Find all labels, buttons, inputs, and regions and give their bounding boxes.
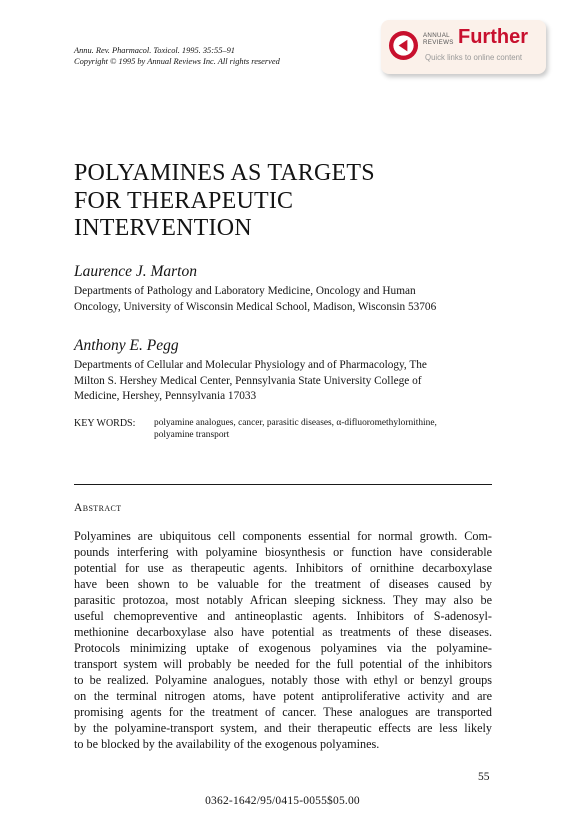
journal-copyright: Copyright © 1995 by Annual Reviews Inc. All rights reserved (74, 56, 280, 66)
badge-brand (423, 32, 454, 46)
abstract-line: transport system will probably be needed for the full potential of the inhibitors (74, 657, 492, 671)
affiliation-line: Milton S. Hershey Medical Center, Pennsylvania State University College of (74, 374, 422, 387)
affiliation-line: Departments of Pathology and Laboratory Medicine, Oncology and Human (74, 285, 416, 297)
badge-brand-bottom: REVIEWS (423, 39, 454, 46)
abstract-line: potential for use as therapeutic agents. Inhibitors of ornithine decarboxylase (74, 561, 492, 575)
affiliation-line: Medicine, Hershey, Pennsylvania 17033 (74, 390, 257, 402)
abstract-line: to be blocked by the availability of the exogenous polyamines. (74, 737, 380, 751)
abstract-line: promising agents for the treatment of cancer. These analogues are transported (74, 705, 492, 719)
abstract-body (74, 528, 492, 752)
author-affiliation (74, 358, 504, 405)
abstract-line: pounds interfering with polyamine biosynthesis or function have considerable (74, 545, 492, 559)
keywords-list (154, 418, 494, 441)
title-line: FOR THERAPEUTIC (74, 187, 294, 214)
badge-subtitle: Quick links to online content (425, 53, 523, 62)
section-divider (74, 484, 492, 485)
abstract-line: by the polyamine-transport system, and their therapeutic effects are less likely (74, 721, 492, 735)
keywords-line: polyamine transport (154, 429, 230, 440)
badge-brand-top: ANNUAL (423, 32, 450, 39)
author-name: Anthony E. Pegg (74, 337, 179, 354)
abstract-line: parasitic protozoa, most notably African sleeping sickness. They may also be (74, 593, 492, 607)
play-circle-icon (388, 30, 419, 61)
abstract-heading: Abstract (74, 502, 122, 514)
abstract-line: methionine decarboxylase also have potential as treatments of these diseases. (74, 625, 492, 639)
page-number: 55 (478, 771, 490, 783)
article-title (74, 160, 375, 243)
affiliation-line: Departments of Cellular and Molecular Physiology and of Pharmacology, The (74, 359, 427, 371)
title-line: POLYAMINES AS TARGETS (74, 160, 375, 186)
abstract-line: have been shown to be valuable for the treatment of diseases caused by (74, 577, 492, 591)
title-line: INTERVENTION (74, 215, 252, 241)
journal-citation: Annu. Rev. Pharmacol. Toxicol. 1995. 35:55–91 (74, 46, 235, 55)
author-affiliation (74, 284, 504, 315)
abstract-line: to be realized. Polyamine analogues, notably those with ethyl or benzyl groups (74, 673, 492, 687)
affiliation-line: Oncology, University of Wisconsin Medical School, Madison, Wisconsin 53706 (74, 300, 437, 313)
badge-word: Further (458, 26, 528, 48)
article-code: 0362-1642/95/0415-0055$05.00 (205, 795, 360, 807)
abstract-line: Protocols minimizing uptake of exogenous polyamines via the polyamine- (74, 641, 492, 655)
further-badge[interactable] (381, 20, 546, 74)
keywords-label: KEY WORDS: (74, 418, 136, 429)
journal-header (74, 46, 280, 67)
abstract-line: Polyamines are ubiquitous cell components essential for normal growth. Com- (74, 529, 492, 543)
abstract-line: on the terminal nitrogen atoms, have potent antiproliferative activity and are (74, 689, 492, 703)
author-name: Laurence J. Marton (74, 263, 197, 280)
keywords-line: polyamine analogues, cancer, parasitic diseases, α-difluoromethylornithine, (154, 418, 437, 428)
abstract-line: useful chemopreventive and antineoplastic agents. Inhibitors of S-adenosyl- (74, 609, 492, 623)
